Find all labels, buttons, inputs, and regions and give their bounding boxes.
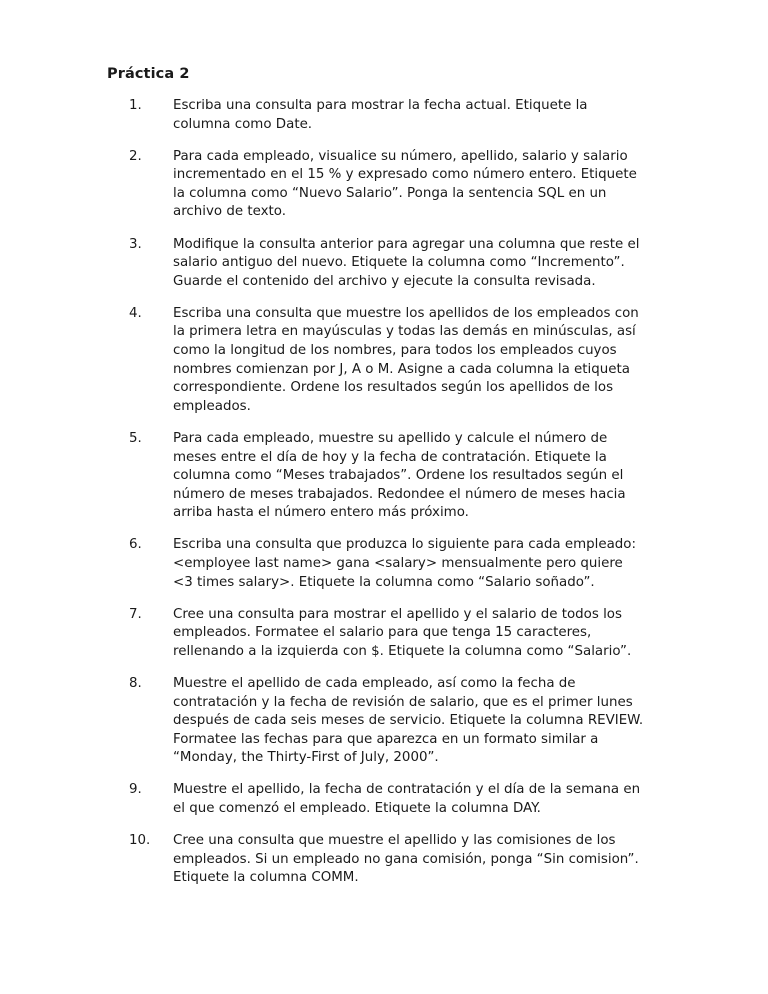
list-item (0, 97, 768, 134)
item-number: 2. (129, 148, 142, 164)
list-item (0, 832, 768, 888)
list-item (0, 148, 768, 222)
list-item (0, 606, 768, 662)
exercise-list (0, 97, 768, 901)
item-number: 10. (129, 833, 151, 849)
item-number: 8. (129, 675, 142, 691)
item-text: Muestre el apellido de cada empleado, así como la fecha de contratación y la fecha de revisión de salario, que es el primer lunes después de cada seis meses de servicio. Etiquete la columna REVIEW. Formatee las fechas para que aparezca en un formato similar a “Monday, the Thirty-First of July, 2000”. (173, 675, 644, 766)
item-number: 1. (129, 98, 142, 113)
item-text: Escriba una consulta que muestre los apellidos de los empleados con la primera letra en mayúsculas y todas las demás en minúsculas, así como la longitud de los nombres, para todos los empleados cuyos nombres comienzan por J, A o M. Asigne a cada columna la etiqueta correspondiente. Ordene los resultados según los apellidos de los empleados. (173, 305, 639, 414)
item-text: Muestre el apellido, la fecha de contratación y el día de la semana en el que comenzó el empleado. Etiquete la columna DAY. (173, 782, 641, 816)
list-item (0, 305, 768, 417)
item-text: Cree una consulta que muestre el apellido y las comisiones de los empleados. Si un empleado no gana comisión, ponga “Sin comision”. Etiquete la columna COMM. (173, 833, 639, 886)
page-title: Práctica 2 (107, 66, 190, 82)
item-text: Escriba una consulta para mostrar la fecha actual. Etiquete la columna como Date. (173, 98, 588, 132)
item-number: 9. (129, 782, 142, 798)
item-number: 5. (129, 430, 142, 446)
item-text: Para cada empleado, muestre su apellido y calcule el número de meses entre el día de hoy y la fecha de contratación. Etiquete la columna como “Meses trabajados”. Ordene los resultados según el número de meses trabajados. Redondee el número de meses hacia arriba hasta el número entero más próximo. (173, 430, 626, 521)
item-number: 4. (129, 305, 142, 321)
item-text: Escriba una consulta que produzca lo siguiente para cada empleado: <employee last name> gana <salary> mensualmente pero quiere <3 times salary>. Etiquete la columna como “Salario soñado”. (173, 537, 636, 590)
list-item (0, 675, 768, 768)
item-number: 6. (129, 537, 142, 553)
item-text: Cree una consulta para mostrar el apellido y el salario de todos los empleados. Formatee el salario para que tenga 15 caracteres, rellenando a la izquierda con $. Etiquete la columna como “Salario”. (173, 606, 632, 659)
list-item (0, 536, 768, 592)
list-item (0, 781, 768, 818)
item-number: 3. (129, 236, 142, 252)
item-number: 7. (129, 606, 142, 622)
list-item (0, 430, 768, 523)
list-item (0, 236, 768, 292)
item-text: Para cada empleado, visualice su número, apellido, salario y salario incrementado en el 15 % y expresado como número entero. Etiquete la columna como “Nuevo Salario”. Ponga la sentencia SQL en un archivo de texto. (173, 148, 637, 220)
item-text: Modifique la consulta anterior para agregar una columna que reste el salario antiguo del nuevo. Etiquete la columna como “Incremento”. Guarde el contenido del archivo y ejecute la consulta revisada. (173, 236, 640, 289)
